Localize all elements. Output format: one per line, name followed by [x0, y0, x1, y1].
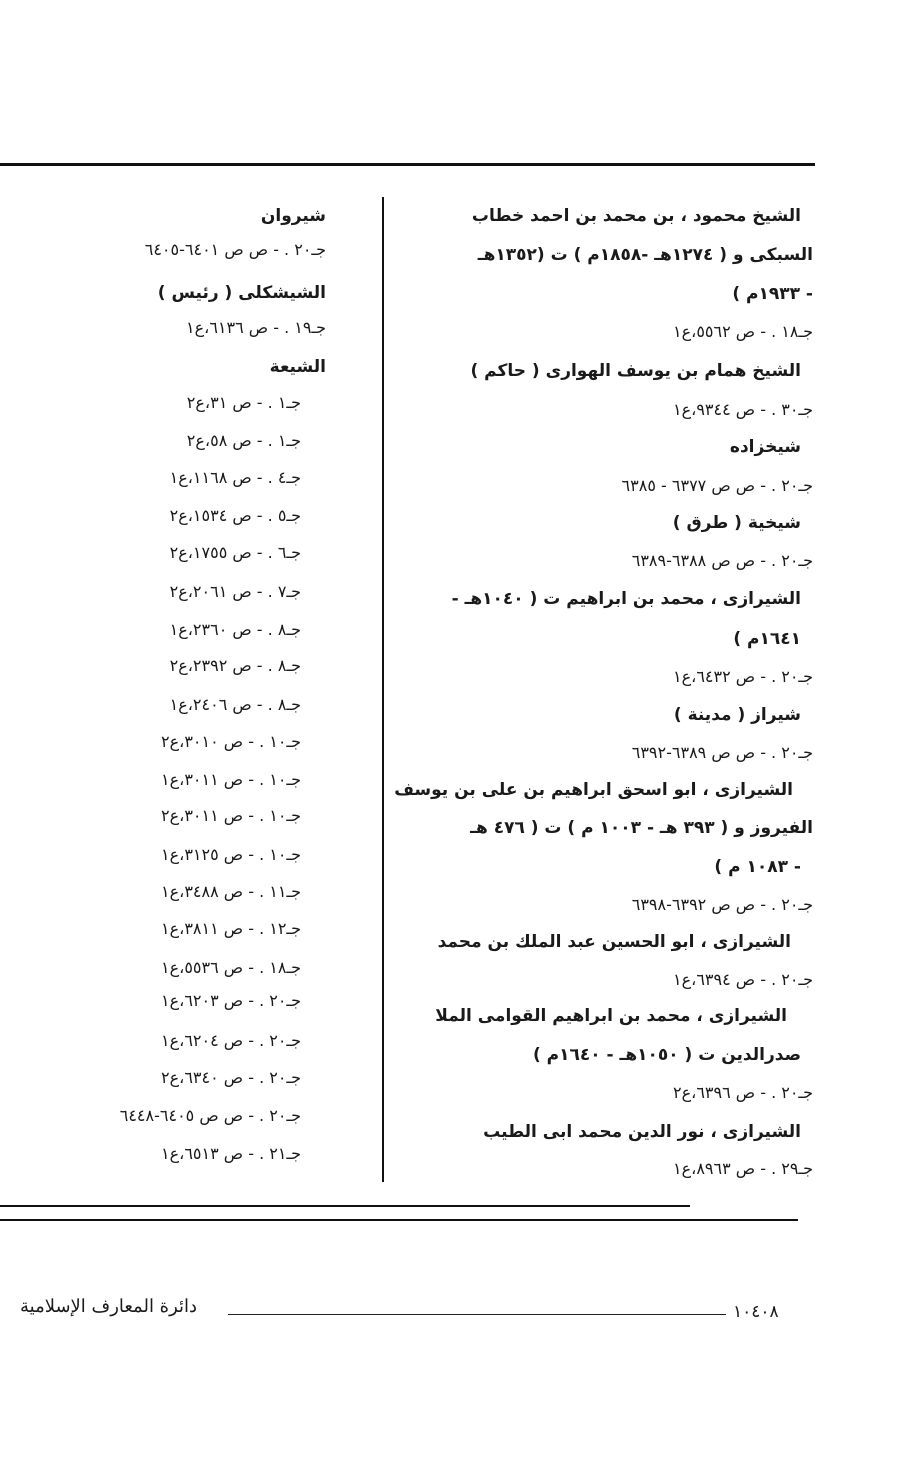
index-heading: الشيرازى ، ابو اسحق ابراهيم بن على بن يوسف — [394, 780, 793, 800]
index-heading: شيروان — [260, 206, 326, 226]
index-heading: الشيرازى ، ابو الحسين عبد الملك بن محمد — [437, 932, 791, 952]
index-reference: جـ٢٠ . - ص ٦٣٩٦،ع٢ — [673, 1083, 813, 1102]
index-reference: جـ٦ . - ص ١٧٥٥،ع٢ — [169, 543, 301, 562]
index-reference: جـ١٨ . - ص ٥٥٣٦،ع١ — [161, 958, 301, 977]
index-reference: جـ٢٠ . - ص ٦٢٠٣،ع١ — [161, 991, 301, 1010]
index-reference: جـ٥ . - ص ١٥٣٤،ع٢ — [169, 506, 301, 525]
index-reference: جـ٤ . - ص ١١٦٨،ع١ — [169, 468, 301, 487]
index-heading: - ١٩٣٣م ) — [732, 284, 813, 304]
index-reference: جـ٢١ . - ص ٦٥١٣،ع١ — [161, 1144, 301, 1163]
index-reference: جـ٢٠ . - ص ٦٤٣٢،ع١ — [673, 667, 813, 686]
index-reference: جـ٢٠ . - ص ص ٦٣٧٧ - ٦٣٨٥ — [621, 476, 813, 495]
index-reference: جـ٢٠ . - ص ص ٦٣٨٨-٦٣٨٩ — [631, 551, 813, 570]
index-heading: الشيشكلى ( رئيس ) — [157, 283, 326, 303]
bottom-rule-upper — [0, 1205, 690, 1207]
index-reference: جـ٢٠ . - ص ٦٣٩٤،ع١ — [673, 970, 813, 989]
index-heading: الشيرازى ، نور الدين محمد ابى الطيب — [483, 1122, 801, 1142]
index-reference: جـ٨ . - ص ٢٣٩٢،ع٢ — [169, 656, 301, 675]
index-heading: - ١٠٨٣ م ) — [714, 857, 801, 877]
index-reference: جـ١٩ . - ص ٦١٣٦،ع١ — [186, 318, 326, 337]
index-heading: السبكى و ( ١٢٧٤هـ -١٨٥٨م ) ت (١٣٥٢هـ — [477, 245, 813, 265]
index-heading: ١٦٤١م ) — [733, 629, 801, 649]
index-reference: جـ٢٠ . - ص ٦٣٤٠،ع٢ — [161, 1068, 301, 1087]
index-heading: الشيرازى ، محمد بن ابراهيم القوامى الملا — [435, 1006, 787, 1026]
index-heading: شيخزاده — [729, 437, 801, 457]
index-heading: الفيروز و ( ٣٩٣ هـ - ١٠٠٣ م ) ت ( ٤٧٦ هـ — [470, 818, 813, 838]
index-reference: جـ٢٠ . - ص ص ٦٣٩٢-٦٣٩٨ — [631, 895, 813, 914]
column-divider — [382, 197, 384, 1182]
index-reference: جـ٢٠ . - ص ص ٦٤٠٥-٦٤٤٨ — [119, 1106, 301, 1125]
index-heading: صدرالدين ت ( ١٠٥٠هـ - ١٦٤٠م ) — [532, 1045, 801, 1065]
index-heading: شيراز ( مدينة ) — [673, 705, 801, 725]
bottom-rule-lower — [0, 1219, 798, 1221]
index-heading: شيخية ( طرق ) — [672, 513, 801, 533]
index-reference: جـ١١ . - ص ٣٤٨٨،ع١ — [161, 882, 301, 901]
index-heading: الشيرازى ، محمد بن ابراهيم ت ( ١٠٤٠هـ - — [451, 589, 801, 609]
index-reference: جـ١٨ . - ص ٥٥٦٢،ع١ — [673, 322, 813, 341]
index-reference: جـ١ . - ص ٥٨،ع٢ — [186, 431, 301, 450]
index-reference: جـ٢٩ . - ص ٨٩٦٣،ع١ — [673, 1159, 813, 1178]
index-reference: جـ١٠ . - ص ٣١٢٥،ع١ — [161, 845, 301, 864]
index-reference: جـ١ . - ص ٣١،ع٢ — [186, 393, 301, 412]
index-reference: جـ٢٠ . - ص ص ٦٣٨٩-٦٣٩٢ — [631, 743, 813, 762]
top-rule — [0, 163, 815, 166]
index-reference: جـ١٠ . - ص ٣٠١٠،ع٢ — [161, 732, 301, 751]
index-reference: جـ٨ . - ص ٢٤٠٦،ع١ — [169, 695, 301, 714]
footer-rule — [228, 1314, 726, 1315]
footer-title: دائرة المعارف الإسلامية — [20, 1296, 198, 1317]
index-reference: جـ٢٠ . - ص ٦٢٠٤،ع١ — [161, 1031, 301, 1050]
index-heading: الشيخ محمود ، بن محمد بن احمد خطاب — [471, 206, 801, 226]
page-number: ١٠٤٠٨ — [733, 1302, 779, 1322]
index-reference: جـ١٢ . - ص ٣٨١١،ع١ — [161, 919, 301, 938]
index-reference: جـ١٠ . - ص ٣٠١١،ع٢ — [161, 806, 301, 825]
index-heading: الشيعة — [269, 357, 326, 377]
index-reference: جـ٢٠ . - ص ص ٦٤٠١-٦٤٠٥ — [144, 240, 326, 259]
index-reference: جـ٨ . - ص ٢٣٦٠،ع١ — [169, 620, 301, 639]
index-reference: جـ٣٠ . - ص ٩٣٤٤،ع١ — [673, 400, 813, 419]
index-reference: جـ٧ . - ص ٢٠٦١،ع٢ — [169, 582, 301, 601]
index-heading: الشيخ همام بن يوسف الهوارى ( حاكم ) — [470, 361, 801, 381]
index-reference: جـ١٠ . - ص ٣٠١١،ع١ — [161, 770, 301, 789]
